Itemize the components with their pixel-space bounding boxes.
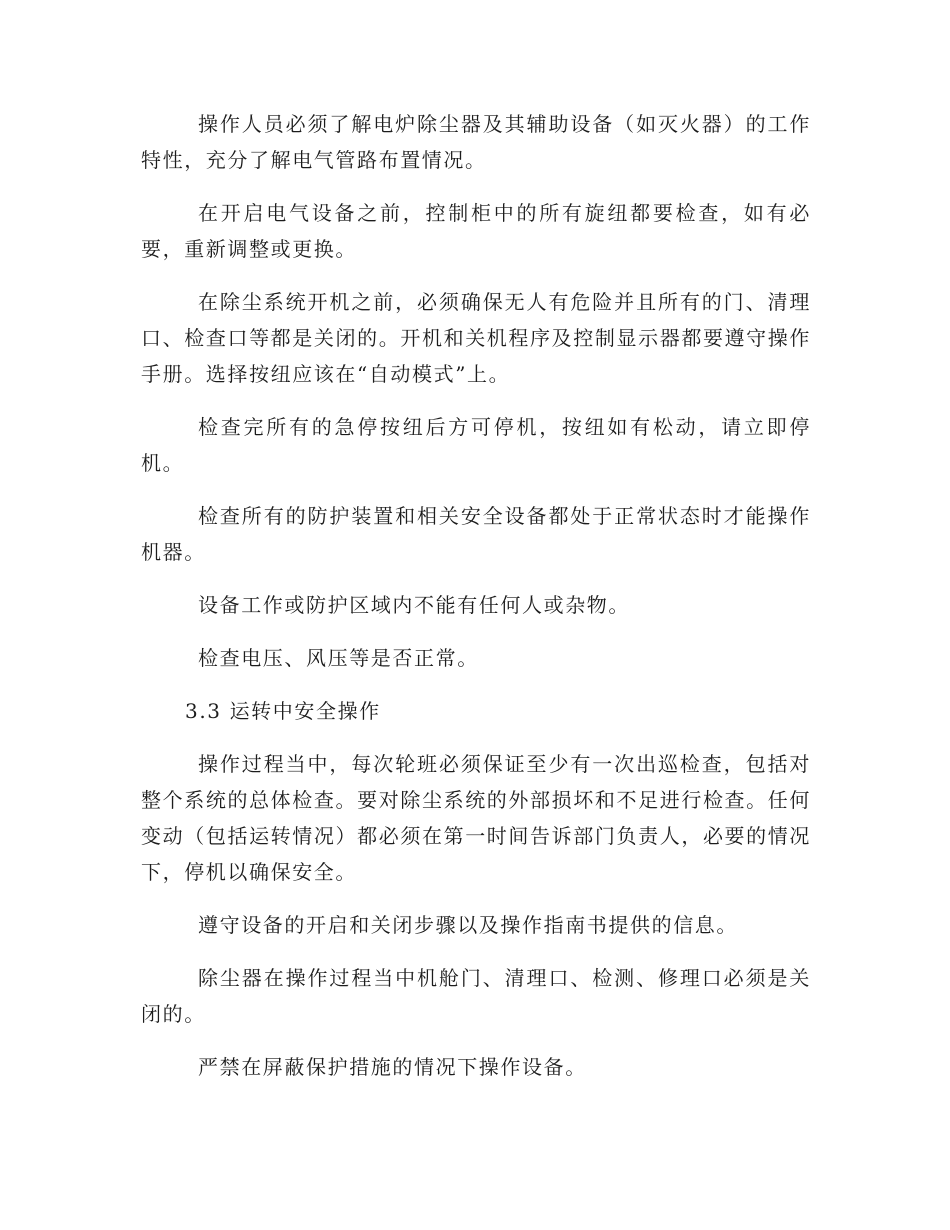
paragraph-voltage-check: 检查电压、风压等是否正常。 [198,646,479,670]
paragraph-work-area-clear: 设备工作或防护区域内不能有任何人或杂物。 [198,593,630,617]
paragraph-inspection-rounds: 操作过程当中，每次轮班必须保证至少有一次出巡检查，包括对整个系统的总体检查。要对除尘系统的外部损坏和不足进行检查。任何变动（包括运转情况）都必须在第一时间告诉部门负责人，必要的情况下，停机以确保安全。 [141,752,811,884]
paragraph-operator-knowledge: 操作人员必须了解电炉除尘器及其辅助设备（如灭火器）的工作特性，充分了解电气管路布置情况。 [141,112,811,172]
paragraph-follow-procedures: 遵守设备的开启和关闭步骤以及操作指南书提供的信息。 [198,913,738,937]
paragraph-protective-devices: 检查所有的防护装置和相关安全设备都处于正常状态时才能操作机器。 [141,504,811,564]
document-body [141,106,811,1102]
paragraph-emergency-stop: 检查完所有的急停按纽后方可停机，按纽如有松动，请立即停机。 [141,415,811,475]
paragraph-startup-safety: 在除尘系统开机之前，必须确保无人有危险并且所有的门、清理口、检查口等都是关闭的。开机和关机程序及控制显示器都要遵守操作手册。选择按纽应该在“自动模式”上。 [141,290,811,386]
paragraph-shielding-prohibited: 严禁在屏蔽保护措施的情况下操作设备。 [198,1055,587,1079]
section-heading: 3.3 运转中安全操作 [185,699,381,723]
paragraph-doors-closed: 除尘器在操作过程当中机舱门、清理口、检测、修理口必须是关闭的。 [141,966,811,1026]
paragraph-control-cabinet-check: 在开启电气设备之前，控制柜中的所有旋纽都要检查，如有必要，重新调整或更换。 [141,201,811,261]
